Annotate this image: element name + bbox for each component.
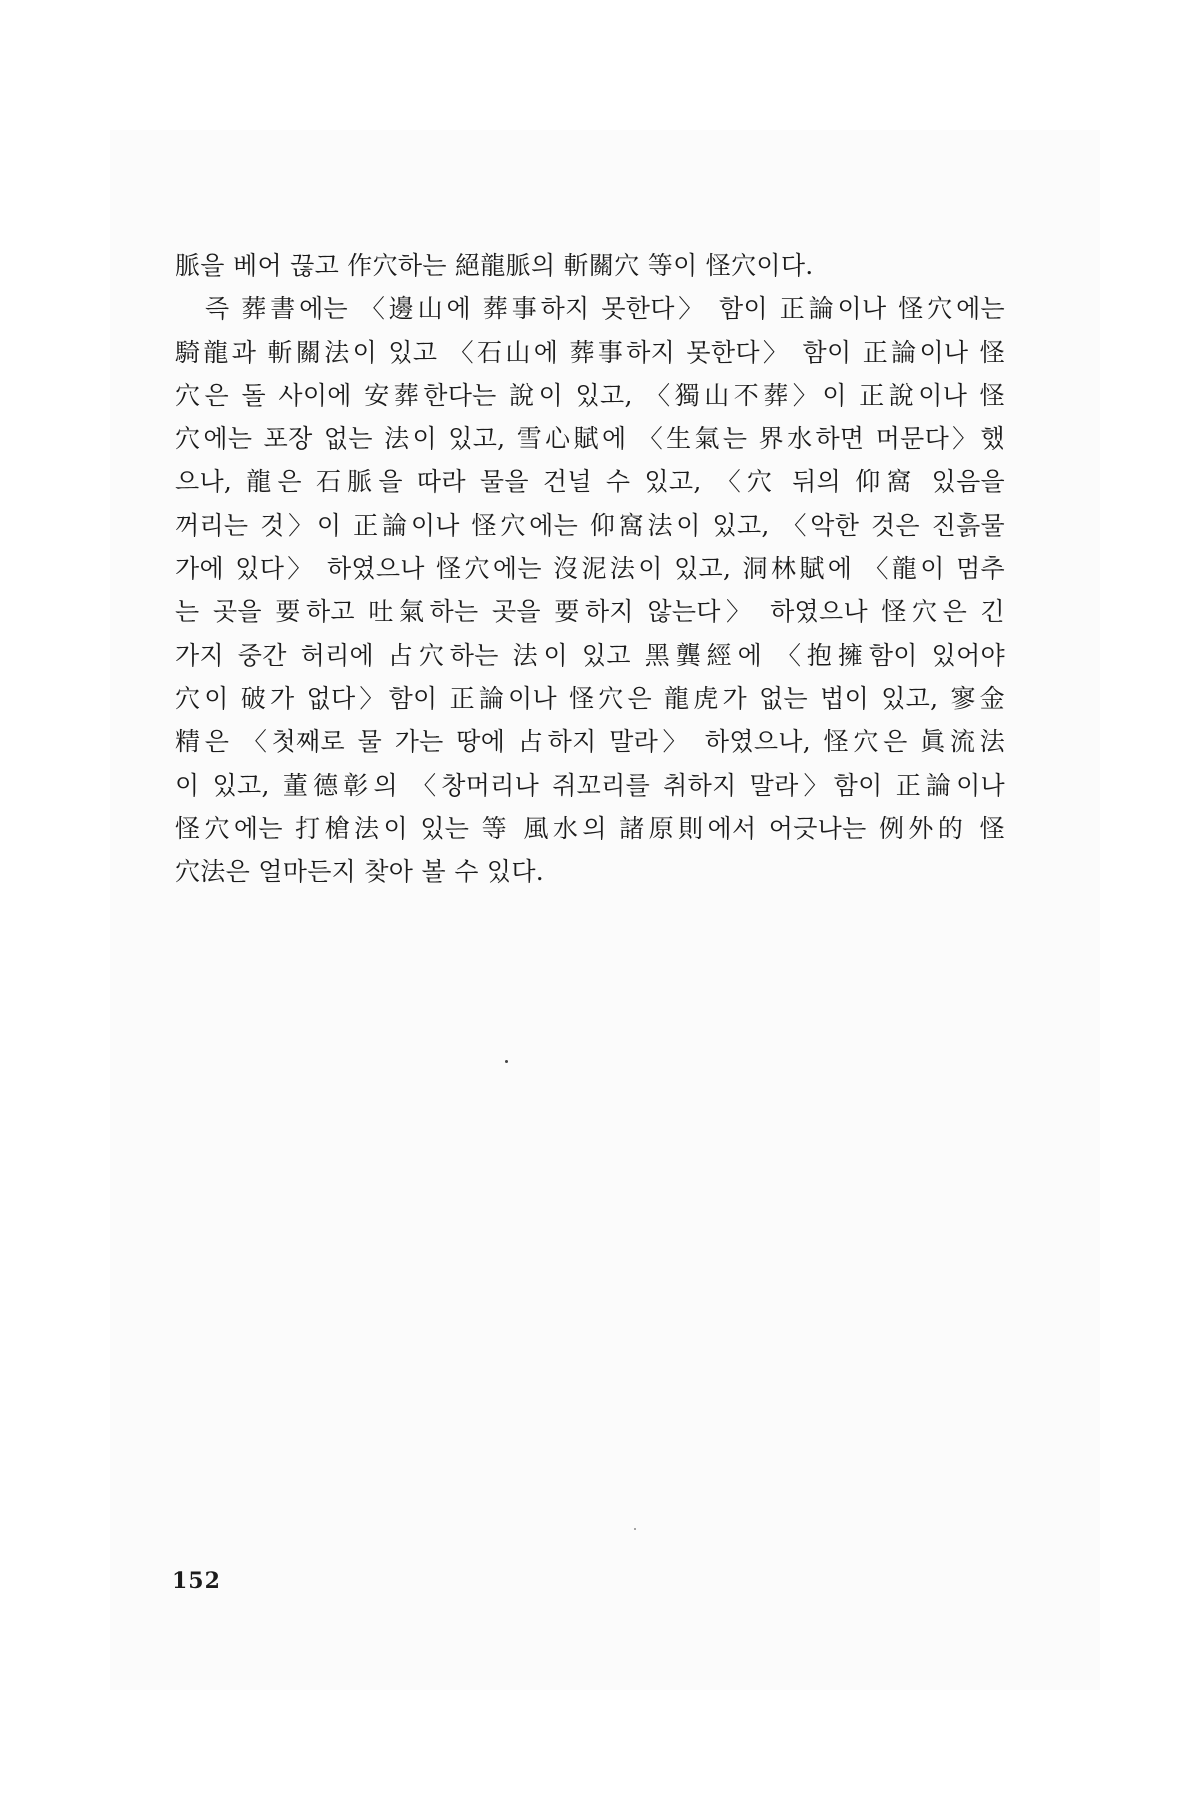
text-line: 穴은 돌 사이에 安葬한다는 說이 있고, 〈獨山不葬〉이 正說이나 怪 [175, 380, 1005, 410]
ink-speck [634, 1528, 636, 1530]
body-text [175, 244, 1005, 893]
page-number: 152 [172, 1568, 221, 1594]
paragraph-2 [175, 287, 1005, 893]
text-line: 는 곳을 要하고 吐氣하는 곳을 要하지 않는다〉 하였으나 怪穴은 긴 [175, 597, 1005, 627]
text-line: 怪穴에는 打槍法이 있는 等 風水의 諸原則에서 어긋나는 例外的 怪 [175, 813, 1005, 843]
text-line: 꺼리는 것〉이 正論이나 怪穴에는 仰窩法이 있고, 〈악한 것은 진흙물 [175, 510, 1005, 540]
text-line: 穴法은 얼마든지 찾아 볼 수 있다. [175, 857, 545, 887]
ink-speck [505, 1060, 508, 1063]
text-line: 가지 중간 허리에 占穴하는 法이 있고 黑龔經에 〈抱擁함이 있어야 [175, 640, 1005, 670]
paragraph-1 [175, 244, 1005, 287]
text-line: 이 있고, 董德彰의 〈창머리나 쥐꼬리를 취하지 말라〉함이 正論이나 [175, 770, 1005, 800]
text-line: 가에 있다〉 하였으나 怪穴에는 沒泥法이 있고, 洞林賦에 〈龍이 멈추 [175, 554, 1005, 584]
text-line: 즉 葬書에는 〈邊山에 葬事하지 못한다〉 함이 正論이나 怪穴에는 [205, 294, 1005, 324]
text-line: 穴에는 포장 없는 法이 있고, 雪心賦에 〈生氣는 界水하면 머문다〉했 [175, 424, 1005, 454]
text-line: 으나, 龍은 石脈을 따라 물을 건널 수 있고, 〈穴 뒤의 仰窩 있음을 [175, 467, 1005, 497]
text-line: 穴이 破가 없다〉함이 正論이나 怪穴은 龍虎가 없는 법이 있고, 寥金 [175, 683, 1005, 713]
text-line: 騎龍과 斬關法이 있고 〈石山에 葬事하지 못한다〉 함이 正論이나 怪 [175, 337, 1005, 367]
text-line: 精은 〈첫째로 물 가는 땅에 占하지 말라〉 하였으나, 怪穴은 眞流法 [175, 727, 1005, 757]
text-line: 脈을 베어 끊고 作穴하는 絕龍脈의 斬關穴 等이 怪穴이다. [175, 251, 814, 280]
